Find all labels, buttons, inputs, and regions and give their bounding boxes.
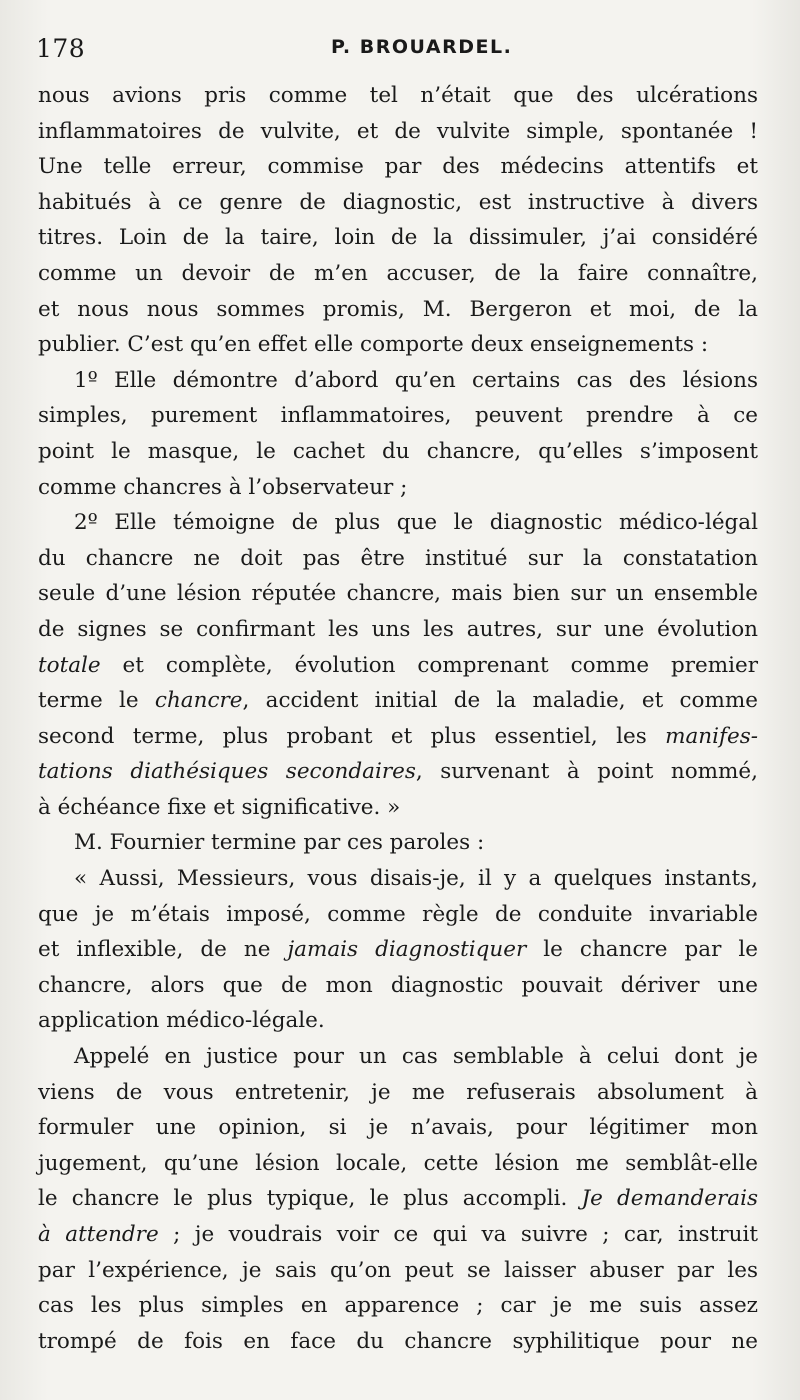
text-span: inflammatoires de vulvite, et de vulvite simple, spontanée ! — [38, 118, 758, 144]
text-line — [38, 861, 758, 897]
text-span: et complète, évolution comprenant comme premier — [100, 652, 758, 678]
text-line — [38, 1288, 758, 1324]
text-line — [38, 114, 758, 150]
text-line — [38, 149, 758, 185]
text-line — [38, 968, 758, 1004]
text-span: Appelé en justice pour un cas semblable à celui dont je — [74, 1044, 758, 1070]
text-line — [38, 292, 758, 328]
text-line — [38, 576, 758, 612]
text-span: à échéance fixe et significative. » — [38, 794, 401, 820]
text-span: simples, purement inflammatoires, peuvent prendre à ce — [38, 403, 758, 429]
text-line — [38, 541, 758, 577]
text-span: application médico-légale. — [38, 1008, 325, 1034]
text-span: que je m’étais imposé, comme règle de conduite invariable — [38, 901, 758, 927]
text-span: « Aussi, Messieurs, vous disais-je, il y a quelques instants, — [74, 866, 758, 892]
text-span: jugement, qu’une lésion locale, cette lésion me semblât-elle — [38, 1150, 758, 1176]
text-line — [38, 1324, 758, 1360]
text-span: chancre, alors que de mon diagnostic pouvait dériver une — [38, 972, 758, 998]
text-span: 2º Elle témoigne de plus que le diagnostic médico-légal — [74, 510, 758, 536]
text-span: second terme, plus probant et plus essentiel, les — [38, 723, 666, 749]
italic-text: jamais diagnostiquer — [287, 937, 527, 963]
text-span: et inflexible, de ne — [38, 937, 288, 963]
text-span: 1º Elle démontre d’abord qu’en certains cas des lésions — [74, 367, 758, 393]
italic-text: Je demanderais — [581, 1186, 758, 1212]
text-line — [38, 363, 758, 399]
text-line — [38, 612, 758, 648]
text-line — [38, 790, 758, 826]
text-span: titres. Loin de la taire, loin de la dissimuler, j’ai considéré — [38, 225, 758, 251]
text-line — [38, 78, 758, 114]
body-text — [38, 78, 758, 1359]
text-line — [38, 648, 758, 684]
text-span: comme chancres à l’observateur ; — [38, 474, 408, 500]
text-line — [38, 1110, 758, 1146]
text-line — [38, 470, 758, 506]
text-span: cas les plus simples en apparence ; car je me suis assez — [38, 1293, 758, 1319]
text-line — [38, 1003, 758, 1039]
text-line — [38, 256, 758, 292]
page-number: 178 — [36, 34, 86, 63]
italic-text: totale — [38, 652, 101, 678]
text-span: par l’expérience, je sais qu’on peut se laisser abuser par les — [38, 1257, 758, 1283]
text-span: Une telle erreur, commise par des médecins attentifs et — [38, 154, 758, 180]
running-head: P. BROUARDEL. — [331, 36, 513, 58]
text-line — [38, 185, 758, 221]
italic-text: manifes- — [665, 723, 758, 749]
text-span: nous avions pris comme tel n’était que des ulcérations — [38, 83, 758, 108]
text-span: habitués à ce genre de diagnostic, est instructive à divers — [38, 189, 758, 215]
text-span: du chancre ne doit pas être institué sur la constatation — [38, 545, 758, 571]
text-line — [38, 1253, 758, 1289]
italic-text: tations diathésiques secondaires — [38, 759, 416, 785]
text-line — [38, 398, 758, 434]
page-header — [36, 32, 760, 68]
text-line — [38, 505, 758, 541]
text-line — [38, 1146, 758, 1182]
text-span: ; je voudrais voir ce qui va suivre ; car, instruit — [158, 1222, 758, 1247]
text-line — [38, 1181, 758, 1217]
text-line — [38, 220, 758, 256]
italic-text: à attendre — [38, 1222, 159, 1247]
text-span: M. Fournier termine par ces paroles : — [74, 830, 485, 856]
text-span: , accident initial de la maladie, et comme — [242, 688, 759, 714]
text-line — [38, 1217, 758, 1253]
text-span: le chancre le plus typique, le plus accompli. — [38, 1186, 582, 1212]
text-line — [38, 327, 758, 363]
text-span: et nous nous sommes promis, M. Bergeron et moi, de la — [38, 296, 758, 322]
text-span: trompé de fois en face du chancre syphilitique pour ne — [38, 1328, 758, 1354]
text-span: terme le — [38, 688, 155, 714]
text-span: publier. C’est qu’en effet elle comporte deux enseignements : — [38, 332, 709, 358]
text-span: seule d’une lésion réputée chancre, mais bien sur un ensemble — [38, 581, 758, 607]
text-line — [38, 719, 758, 755]
text-line — [38, 932, 758, 968]
text-span: formuler une opinion, si je n’avais, pour légitimer mon — [38, 1115, 758, 1141]
text-span: comme un devoir de m’en accuser, de la faire connaître, — [38, 260, 758, 286]
text-line — [38, 1039, 758, 1075]
text-span: le chancre par le — [526, 937, 759, 963]
text-line — [38, 683, 758, 719]
text-line — [38, 434, 758, 470]
text-line — [38, 897, 758, 933]
italic-text: chancre — [154, 688, 243, 714]
text-line — [38, 754, 758, 790]
text-line — [38, 825, 758, 861]
text-span: viens de vous entretenir, je me refuserais absolument à — [38, 1079, 758, 1105]
text-line — [38, 1075, 758, 1111]
text-span: de signes se confirmant les uns les autres, sur une évolution — [38, 616, 758, 642]
text-span: point le masque, le cachet du chancre, qu’elles s’imposent — [38, 438, 758, 464]
text-span: , survenant à point nommé, — [415, 759, 758, 785]
